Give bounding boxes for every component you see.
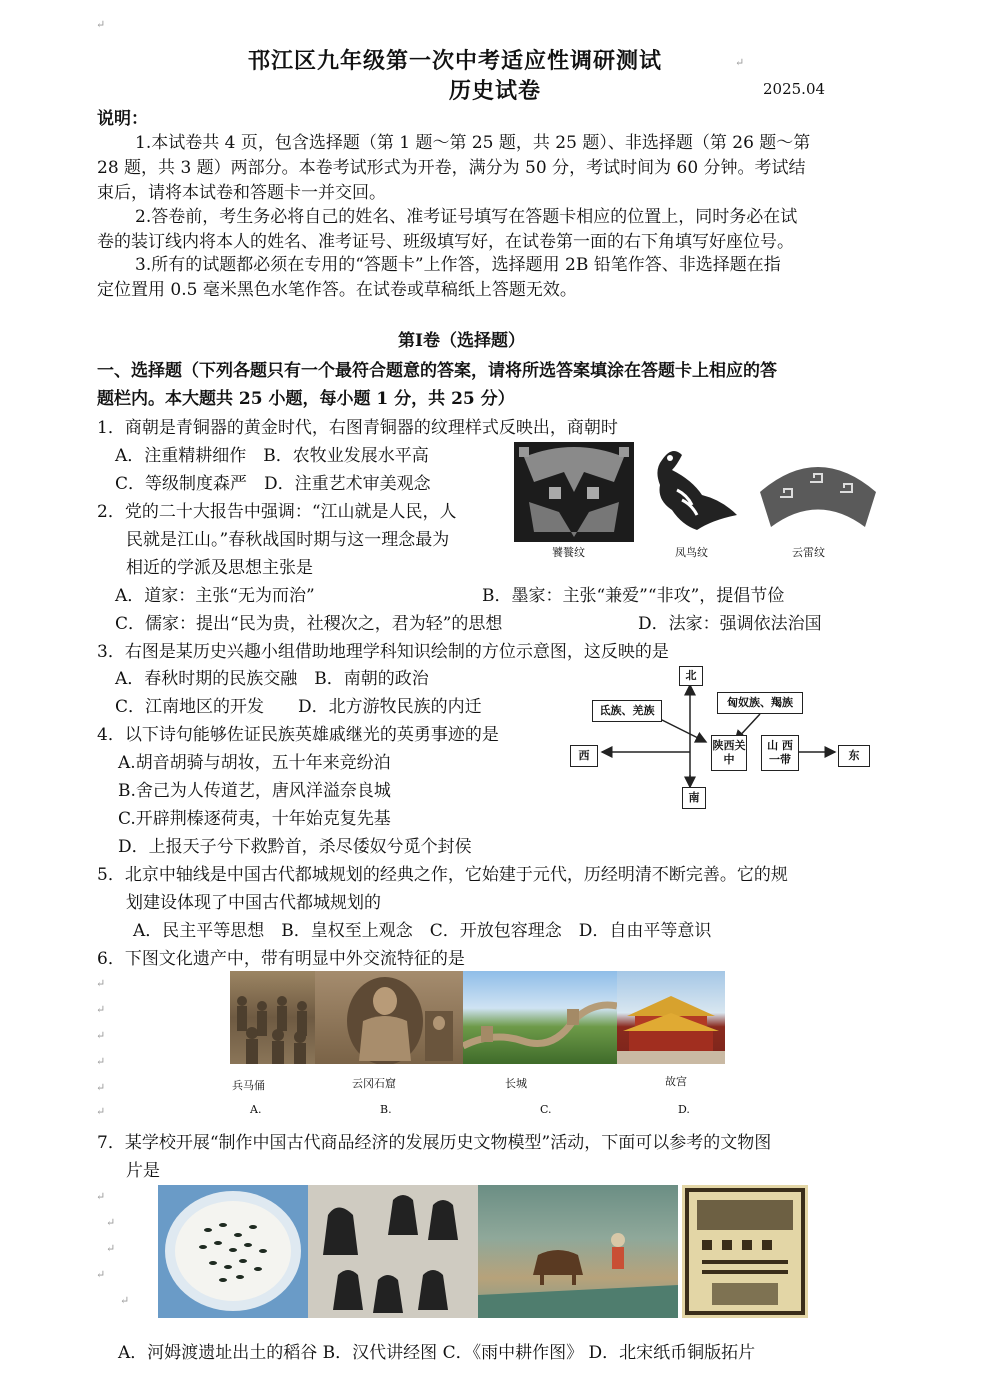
exam-date: 2025.04 xyxy=(763,80,826,98)
yungang-grottoes-photo xyxy=(315,971,463,1064)
paragraph-mark: ↵ xyxy=(96,1105,106,1118)
q4-option-c: C.开辟荆榛逐荷夷，十年始克复先基 xyxy=(118,809,391,829)
terracotta-warriors-photo xyxy=(230,971,315,1064)
q6-stem: 6．下图文化遗产中，带有明显中外交流特征的是 xyxy=(97,949,465,969)
paragraph-mark: ↵ xyxy=(96,1055,106,1068)
han-lecture-relief-image xyxy=(308,1185,478,1318)
diagram-guanzhong: 陕西关中 xyxy=(711,735,747,771)
q6-caption-3: 长城 xyxy=(505,1077,527,1090)
q6-letter-a: A. xyxy=(250,1103,262,1116)
q6-letter-d: D. xyxy=(678,1103,690,1116)
paragraph-mark: ↵ xyxy=(106,1216,116,1229)
q4-option-d: D．上报天子兮下救黔首，杀尽倭奴兮觅个封侯 xyxy=(118,837,472,857)
paragraph-mark: ↵ xyxy=(96,18,106,31)
q1-options-ab: A．注重精耕细作 B．农牧业发展水平高 xyxy=(115,446,429,466)
paragraph-mark: ↵ xyxy=(120,1294,130,1307)
rain-farming-mural-image xyxy=(478,1185,678,1318)
phoenix-pattern-image xyxy=(642,440,742,542)
paragraph-mark: ↵ xyxy=(106,1242,116,1255)
cloud-thunder-pattern-image xyxy=(755,452,881,540)
q2-stem-line2: 民就是江山。”春秋战国时期与这一理念最为 xyxy=(126,530,450,550)
paragraph-mark: ↵ xyxy=(96,1190,106,1203)
diagram-di-qiang: 氐族、羌族 xyxy=(592,700,662,722)
instruction-3-line1: 3.所有的试题都必须在专用的“答题卡”上作答，选择题用 2B 铅笔作答、非选择题在指 xyxy=(135,255,781,275)
q6-caption-1: 兵马俑 xyxy=(232,1079,265,1092)
section-heading-line1: 一、选择题（下列各题只有一个最符合题意的答案，请将所选答案填涂在答题卡上相应的答 xyxy=(97,361,777,381)
taotie-pattern-image xyxy=(514,442,634,542)
instruction-1-line2: 28 题，共 3 题）两部分。本卷考试形式为开卷，满分为 50 分，考试时间为 60 分钟。考试结 xyxy=(97,158,806,178)
diagram-west: 西 xyxy=(570,745,598,767)
diagram-south: 南 xyxy=(682,787,706,809)
q5-options: A．民主平等思想 B．皇权至上观念 C．开放包容理念 D．自由平等意识 xyxy=(133,921,712,941)
q1-options-cd: C．等级制度森严 D．注重艺术审美观念 xyxy=(115,474,431,494)
q6-caption-2: 云冈石窟 xyxy=(352,1077,396,1090)
paragraph-mark: ↵ xyxy=(96,1081,106,1094)
forbidden-city-photo xyxy=(617,971,725,1064)
diagram-east: 东 xyxy=(838,745,870,767)
q1-stem: 1．商朝是青铜器的黄金时代，右图青铜器的纹理样式反映出，商朝时 xyxy=(97,418,618,438)
paragraph-mark: ↵ xyxy=(96,1268,106,1281)
section-heading-line2: 题栏内。本大题共 25 小题，每小题 1 分，共 25 分） xyxy=(97,389,515,409)
q2-stem-line1: 2．党的二十大报告中强调：“江山就是人民，人 xyxy=(97,502,457,522)
diagram-shanxi: 山 西一带 xyxy=(761,735,799,771)
page-subtitle: 历史试卷 xyxy=(449,78,542,104)
q6-caption-4: 故宫 xyxy=(665,1075,687,1088)
instruction-1-line3: 束后，请将本试卷和答题卡一并交回。 xyxy=(97,183,386,203)
q4-option-a: A.胡音胡骑与胡妆，五十年来竞纷泊 xyxy=(118,753,391,773)
q3-options-ab: A．春秋时期的民族交融 B．南朝的政治 xyxy=(115,669,429,689)
great-wall-photo xyxy=(463,971,617,1064)
q3-options-cd: C．江南地区的开发 D．北方游牧民族的内迁 xyxy=(115,697,482,717)
diagram-north: 北 xyxy=(679,666,703,686)
instruction-2-line1: 2.答卷前，考生务必将自己的姓名、准考证号填写在答题卡相应的位置上，同时务必在试 xyxy=(135,207,798,227)
q1-image-label-1: 饕餮纹 xyxy=(552,546,585,559)
q2-option-b: B．墨家：主张“兼爱”“非攻”，提倡节俭 xyxy=(482,586,785,606)
q5-stem-line1: 5．北京中轴线是中国古代都城规划的经典之作，它始建于元代，历经明清不断完善。它的规 xyxy=(97,865,788,885)
q2-option-d: D．法家：强调依法治国 xyxy=(638,614,822,634)
instructions-heading: 说明： xyxy=(97,109,148,129)
page-title: 邗江区九年级第一次中考适应性调研测试 xyxy=(248,48,663,74)
hemudu-rice-photo xyxy=(158,1185,308,1318)
q6-letter-c: C. xyxy=(540,1103,552,1116)
q2-option-a: A．道家：主张“无为而治” xyxy=(115,586,315,606)
q2-stem-line3: 相近的学派及思想主张是 xyxy=(126,558,313,578)
q7-stem-line1: 7．某学校开展“制作中国古代商品经济的发展历史文物模型”活动，下面可以参考的文物图 xyxy=(97,1133,772,1153)
q1-image-label-3: 云雷纹 xyxy=(792,546,825,559)
paragraph-mark: ↵ xyxy=(96,977,106,990)
q2-option-c: C．儒家：提出“民为贵，社稷次之，君为轻”的思想 xyxy=(115,614,503,634)
q6-letter-b: B. xyxy=(380,1103,392,1116)
instruction-1-line1: 1.本试卷共 4 页，包含选择题（第 1 题～第 25 题，共 25 题）、非选择题（第 26 题～第 xyxy=(135,133,811,153)
q1-image-label-2: 凤鸟纹 xyxy=(675,546,708,559)
paragraph-mark: ↵ xyxy=(96,1029,106,1042)
diagram-xiongnu-jie: 匈奴族、羯族 xyxy=(717,692,803,714)
paragraph-mark: ↵ xyxy=(735,56,745,69)
q5-stem-line2: 划建设体现了中国古代都城规划的 xyxy=(126,893,381,913)
q4-stem: 4．以下诗句能够佐证民族英雄戚继光的英勇事迹的是 xyxy=(97,725,499,745)
q7-stem-line2: 片是 xyxy=(126,1161,160,1181)
part1-title: 第Ⅰ卷（选择题） xyxy=(398,331,525,351)
q7-options: A．河姆渡遗址出土的稻谷 B．汉代讲经图 C．《雨中耕作图》 D．北宋纸币铜版拓片 xyxy=(118,1343,756,1363)
paragraph-mark: ↵ xyxy=(96,1003,106,1016)
q4-option-b: B.舍己为人传道艺，唐风洋溢奈良城 xyxy=(118,781,391,801)
instruction-2-line2: 卷的装订线内将本人的姓名、准考证号、班级填写好，在试卷第一面的右下角填写好座位号。 xyxy=(97,232,794,252)
northern-song-paper-money-rubbing xyxy=(682,1185,808,1318)
instruction-3-line2: 定位置用 0.5 毫米黑色水笔作答。在试卷或草稿纸上答题无效。 xyxy=(97,280,577,300)
q3-stem: 3．右图是某历史兴趣小组借助地理学科知识绘制的方位示意图，这反映的是 xyxy=(97,642,669,662)
